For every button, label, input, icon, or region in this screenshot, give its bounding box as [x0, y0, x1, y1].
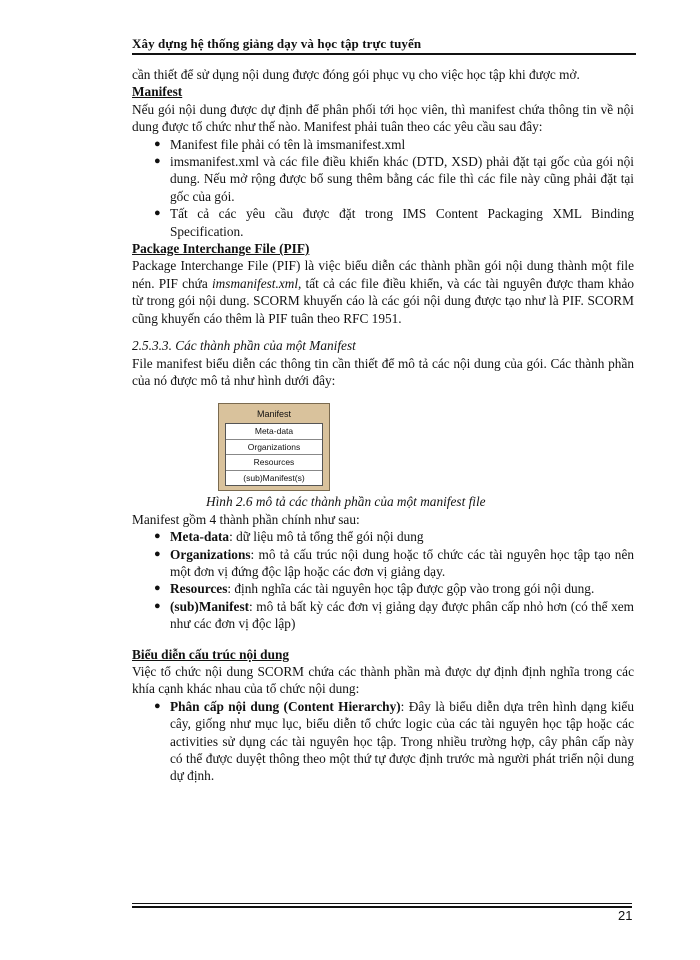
bullet-icon: ● — [154, 599, 161, 612]
figure-caption: Hình 2.6 mô tả các thành phần của một manifest file — [206, 494, 486, 510]
bullet-icon: ● — [154, 530, 161, 543]
intro-continuation: cần thiết để sử dụng nội dung được đóng gói phục vụ cho việc học tập khi được mở. — [132, 67, 580, 82]
list-item: ● Resources: định nghĩa các tài nguyên học tập được gộp vào trong gói nội dung. — [154, 581, 595, 597]
figure-row: (sub)Manifest(s) — [243, 472, 305, 483]
structure-paragraph: Việc tổ chức nội dung SCORM chứa các thành phần mà được dự định định nghĩa trong các khía cạnh khác nhau của tổ chức nội dung: — [132, 663, 634, 697]
manifest-components-list — [132, 528, 634, 632]
header-rule — [132, 53, 636, 55]
list-item: ● Phân cấp nội dung (Content Hierarchy): Đây là biểu diễn dựa trên hình dạng kiểu cây, giống như mục lục, biểu diễn tổ chức logic của các tài nguyên học tập hoặc các activities sử dụng các tài nguyên học tập. Trong nhiều trường hợp, cây phân cấp này có thể được duyệt thông theo một thứ tự được định trước mà người phát triển nội dung dự định. — [154, 698, 634, 784]
figure-title: Manifest — [256, 409, 291, 420]
page-number: 21 — [618, 908, 633, 923]
list-item: ● Tất cả các yêu cầu được đặt trong IMS Content Packaging XML Binding Specification. — [154, 206, 634, 239]
structure-heading: Biểu diễn cấu trúc nội dung — [132, 646, 290, 662]
structure-list — [132, 698, 634, 785]
spacer — [132, 633, 634, 646]
bullet-icon: ● — [154, 155, 161, 168]
list-intro: Manifest gồm 4 thành phần chính như sau: — [132, 511, 360, 527]
page-content — [132, 66, 634, 785]
bullet-icon: ● — [154, 699, 161, 712]
list-item: ● Organizations: mô tả cấu trúc nội dung hoặc tổ chức các tài nguyên học tập tạo nên một đơn vị đứng độc lập hoặc các đơn vị giảng dạy. — [154, 546, 634, 579]
figure-row: Meta-data — [226, 424, 322, 440]
figure-row: Organizations — [226, 440, 322, 456]
bullet-icon: ● — [154, 547, 161, 560]
list-item: ● imsmanifest.xml và các file điều khiển khác (DTD, XSD) phải đặt tại gốc của gói nội dung. Nếu mở rộng được bổ sung thêm bằng các file thì các file này cũng phải đặt tại gốc của gói. — [154, 154, 634, 204]
pif-heading: Package Interchange File (PIF) — [132, 241, 310, 257]
figure-box — [225, 423, 323, 486]
list-item: ● Meta-data: dữ liệu mô tả tổng thể gói nội dung — [154, 529, 424, 545]
manifest-paragraph: Nếu gói nội dung được dự định để phân phối tới học viên, thì manifest chứa thông tin về nội dung được tổ chức như thế nào. Manifest phải tuân theo các yêu cầu sau đây: — [132, 101, 634, 135]
manifest-figure — [218, 403, 330, 491]
footer-rule — [132, 903, 632, 904]
footer-rule-thick — [132, 906, 632, 908]
section-title: 2.5.3.3. Các thành phần của một Manifest — [132, 338, 356, 354]
list-item: ● (sub)Manifest: mô tả bất kỳ các đơn vị giảng dạy được phân cấp nhỏ hơn (có thể xem như các đơn vị độc lập) — [154, 598, 634, 632]
manifest-requirements-list — [132, 136, 634, 240]
components-paragraph: File manifest biểu diễn các thông tin cần thiết để mô tả các nội dung của gói. Các thành phần của nó được mô tả như hình dưới đây: — [132, 355, 634, 388]
pif-paragraph: Package Interchange File (PIF) là việc biểu diễn các thành phần gói nội dung thành một file nén. PIF chứa imsmanifest.xml, tất cả các file điều khiển, và các tài nguyên được tham khảo từ trong gói nội dung. SCORM khuyến cáo là các gói nội dung được tạo như là PIF. SCORM cũng khuyến cáo thêm là PIF tuân theo RFC 1951. — [132, 258, 634, 326]
page-header: Xây dựng hệ thống giảng dạy và học tập trực tuyến — [132, 36, 422, 51]
bullet-icon: ● — [154, 582, 161, 595]
manifest-heading: Manifest — [132, 84, 183, 100]
bullet-icon: ● — [154, 207, 161, 220]
bullet-icon: ● — [154, 137, 161, 150]
figure-row: Resources — [226, 455, 322, 471]
list-item: ● Manifest file phải có tên là imsmanifest.xml — [154, 136, 406, 152]
